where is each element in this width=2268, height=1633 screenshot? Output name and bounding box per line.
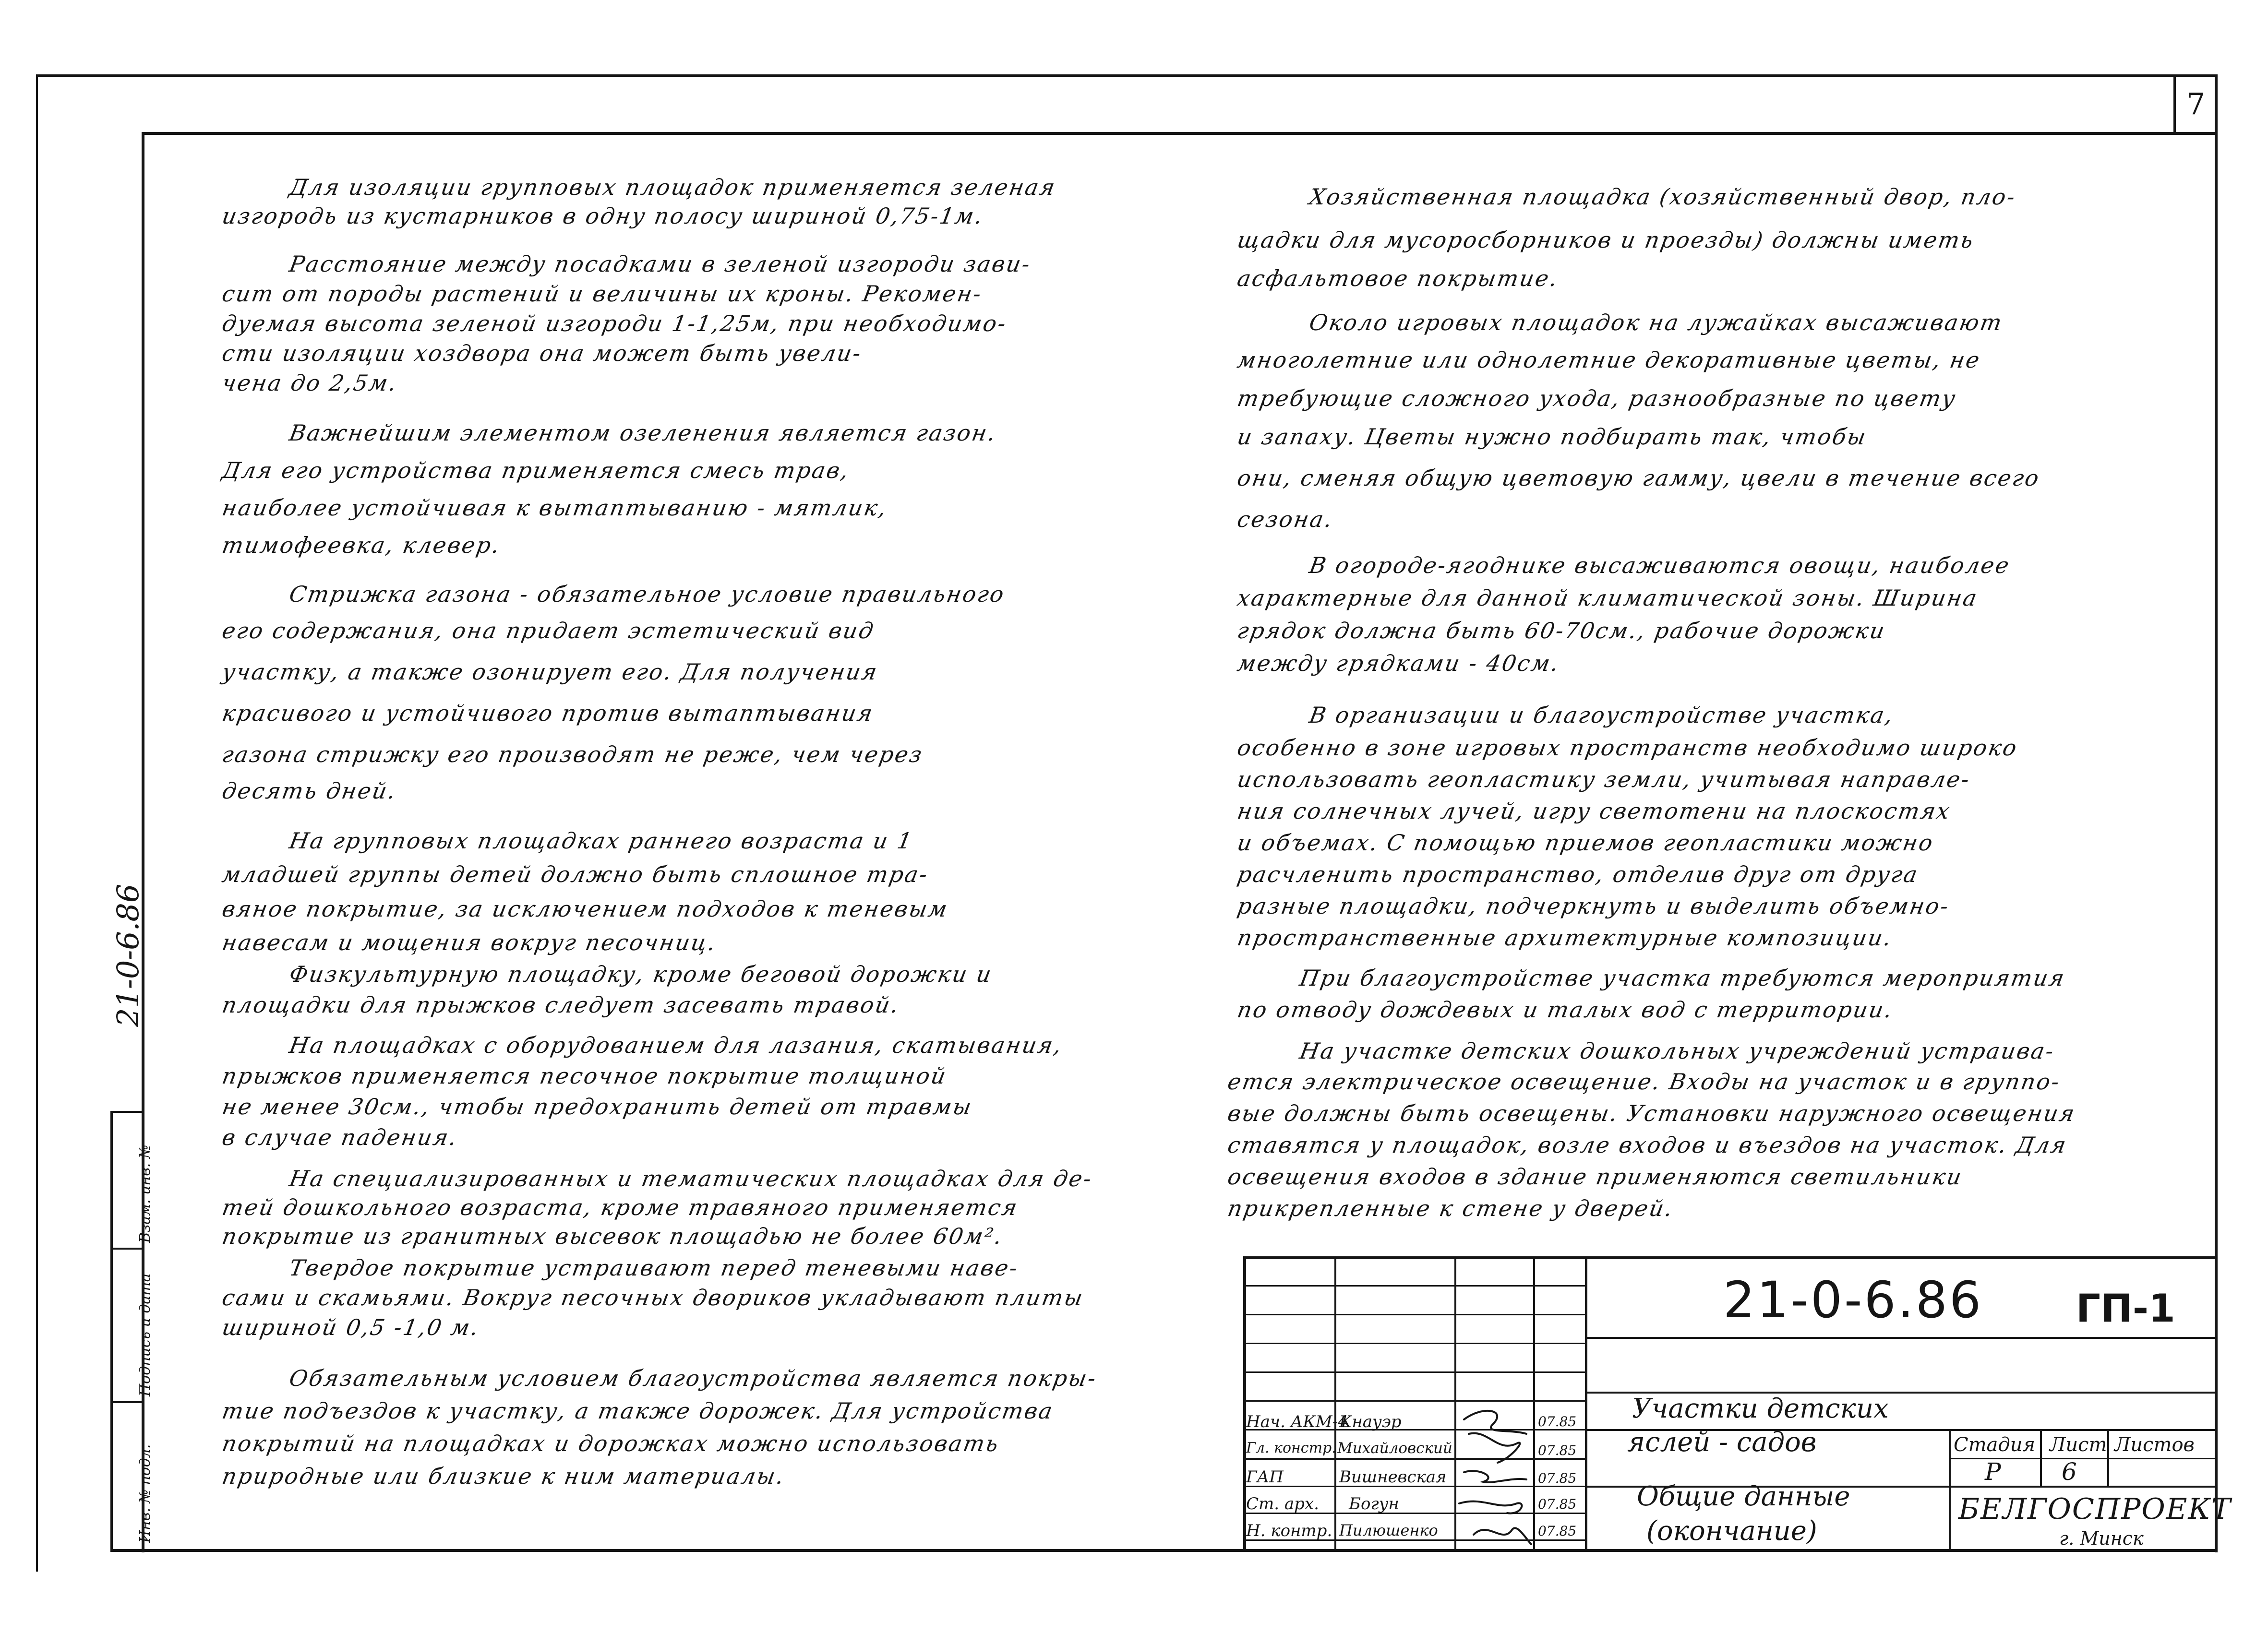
- left-line: вяное покрытие, за исключением подходов к теневым: [220, 896, 951, 922]
- left-line: прыжков применяется песочное покрытие толщиной: [220, 1063, 949, 1089]
- header-sheet: Лист: [2050, 1434, 2107, 1456]
- side-label-vzam-inv: Взам. инв. №: [137, 1144, 154, 1243]
- left-line: На групповых площадках раннего возраста и 1: [287, 828, 915, 854]
- left-line: Для его устройства применяется смесь трав,: [220, 457, 852, 483]
- person-date: 07.85: [1538, 1496, 1577, 1512]
- right-line: ставятся у площадок, возле входов и въездов на участок. Для: [1225, 1132, 2070, 1158]
- left-line: площадки для прыжков следует засевать травой.: [220, 992, 902, 1018]
- right-line: грядок должна быть 60-70см., рабочие дорожки: [1235, 618, 1888, 644]
- right-line: На участке детских дошкольных учреждений устраива-: [1297, 1038, 2057, 1064]
- left-line: тей дошкольного возраста, кроме травяного применяется: [220, 1194, 1020, 1220]
- organization-city: г. Минск: [2059, 1528, 2144, 1549]
- person-name: Пилюшенко: [1339, 1521, 1438, 1539]
- left-line: покрытие из гранитных высевок площадью не более 60м².: [220, 1223, 1006, 1249]
- header-stage: Стадия: [1954, 1434, 2035, 1456]
- left-line: его содержания, она придает эстетический вид: [220, 618, 877, 644]
- title-line-2: яслей - садов: [1627, 1427, 1817, 1458]
- side-stamp-div1: [110, 1401, 144, 1403]
- person-name: Михайловский: [1337, 1440, 1452, 1457]
- right-line: использовать геопластику земли, учитывая направле-: [1235, 766, 1973, 792]
- right-line: и объемах. С помощью приемов геопластики можно: [1235, 830, 1936, 856]
- person-name: Богун: [1349, 1494, 1399, 1514]
- signatures-graphic: [1454, 1400, 1536, 1552]
- right-line: прикрепленные к стене у дверей.: [1225, 1195, 1676, 1221]
- header-sheets: Листов: [2114, 1434, 2195, 1456]
- left-line: тимофеевка, клевер.: [220, 532, 503, 558]
- left-line: природные или близкие к ним материалы.: [220, 1463, 787, 1489]
- left-line: газона стрижку его производят не реже, чем через: [220, 741, 925, 767]
- left-line: чена до 2,5м.: [220, 370, 400, 396]
- side-label-inv-podl: Инв. № подл.: [137, 1444, 154, 1543]
- left-line: участку, а также озонирует его. Для получения: [220, 659, 880, 685]
- left-line: красивого и устойчивого против вытаптывания: [220, 700, 876, 726]
- right-line: сезона.: [1235, 506, 1336, 532]
- left-line: сти изоляции хоздвора она может быть увели-: [220, 340, 864, 366]
- left-line: На специализированных и тематических площадках для де-: [287, 1166, 1095, 1192]
- right-line: и запаху. Цветы нужно подбирать так, чтобы: [1235, 424, 1870, 450]
- left-line: На площадках с оборудованием для лазания, скатывания,: [287, 1032, 1065, 1058]
- left-line: в случае падения.: [220, 1124, 460, 1150]
- person-date: 07.85: [1538, 1414, 1577, 1430]
- left-line: младшей группы детей должно быть сплошное тра-: [220, 861, 931, 887]
- left-line: навесам и мощения вокруг песочниц.: [220, 930, 719, 955]
- person-role: Н. контр.: [1246, 1521, 1332, 1540]
- person-date: 07.85: [1538, 1470, 1577, 1486]
- left-line: Твердое покрытие устраивают перед теневыми наве-: [287, 1255, 1021, 1281]
- right-line: ния солнечных лучей, игру светотени на плоскостях: [1235, 798, 1953, 824]
- right-line: характерные для данной климатической зоны. Ширина: [1235, 585, 1980, 611]
- right-line: вые должны быть освещены. Установки наружного освещения: [1225, 1100, 2078, 1126]
- side-stamp-left: [110, 1111, 113, 1550]
- person-role: Нач. АКМ-4: [1246, 1412, 1348, 1431]
- left-line: Физкультурную площадку, кроме беговой дорожки и: [287, 961, 995, 987]
- subtitle-line-1: Общие данные: [1637, 1481, 1850, 1512]
- left-line: покрытий на площадках и дорожках можно использовать: [220, 1430, 1002, 1456]
- left-line: изгородь из кустарников в одну полосу шириной 0,75-1м.: [220, 203, 986, 229]
- left-line: Для изоляции групповых площадок применяется зеленая: [287, 174, 1058, 200]
- person-role: ГАП: [1246, 1467, 1284, 1487]
- right-line: щадки для мусоросборников и проезды) должны иметь: [1235, 227, 1977, 253]
- sheet-mark: ГП-1: [2076, 1286, 2175, 1331]
- right-line: они, сменяя общую цветовую гамму, цвели в течение всего: [1235, 465, 2042, 491]
- right-line: разные площадки, подчеркнуть и выделить объемно-: [1235, 893, 1952, 919]
- left-line: Расстояние между посадками в зеленой изгороди зави-: [287, 251, 1033, 277]
- right-line: асфальтовое покрытие.: [1235, 265, 1561, 291]
- left-line: десять дней.: [220, 778, 399, 804]
- right-line: требующие сложного ухода, разнообразные по цвету: [1235, 385, 1959, 411]
- left-line: сами и скамьями. Вокруг песочных двориков укладывают плиты: [220, 1285, 1086, 1311]
- title-line-1: Участки детских: [1632, 1393, 1889, 1424]
- left-line: Обязательным условием благоустройства является покры-: [287, 1365, 1100, 1391]
- left-line: шириной 0,5 -1,0 м.: [220, 1314, 482, 1340]
- right-line: Хозяйственная площадка (хозяйственный двор, пло-: [1307, 184, 2018, 210]
- right-line: Около игровых площадок на лужайках высаживают: [1307, 310, 2005, 335]
- left-line: тие подъездов к участку, а также дорожек. Для устройства: [220, 1398, 1056, 1424]
- stage-value: Р: [1985, 1458, 2001, 1486]
- person-role: Ст. арх.: [1246, 1494, 1319, 1514]
- right-line: по отводу дождевых и талых вод с территории.: [1235, 997, 1896, 1023]
- person-date: 07.85: [1538, 1523, 1577, 1539]
- page-number-box-left: [2173, 77, 2176, 134]
- person-date: 07.85: [1538, 1442, 1577, 1458]
- right-line: В огороде-ягоднике высаживаются овощи, наиболее: [1307, 552, 2013, 578]
- inner-frame-top: [142, 132, 2218, 135]
- left-line: сит от породы растений и величины их кроны. Рекомен-: [220, 281, 985, 307]
- side-label-signature-date: Подпись и дата: [137, 1273, 154, 1396]
- right-line: между грядками - 40см.: [1235, 650, 1562, 676]
- organization-name: БЕЛГОСПРОЕКТ: [1958, 1492, 2232, 1526]
- side-document-code: 21-0-6.86: [110, 883, 145, 1027]
- side-stamp-div3: [110, 1111, 144, 1113]
- right-line: пространственные архитектурные композиции.: [1235, 925, 1895, 951]
- right-line: ется электрическое освещение. Входы на участок и в группо-: [1225, 1069, 2063, 1095]
- person-name: Вишневская: [1339, 1467, 1447, 1487]
- right-line: расчленить пространство, отделив друг от друга: [1235, 861, 1921, 887]
- subtitle-line-2: (окончание): [1646, 1515, 1817, 1547]
- left-line: дуемая высота зеленой изгороди 1-1,25м, при необходимо-: [220, 310, 1009, 336]
- page-number: 7: [2186, 86, 2206, 121]
- title-block: [1243, 1256, 2232, 1552]
- right-line: особенно в зоне игровых пространств необходимо широко: [1235, 735, 2020, 761]
- side-stamp-div2: [110, 1248, 144, 1250]
- right-line: многолетние или однолетние декоративные цветы, не: [1235, 347, 1983, 373]
- right-line: При благоустройстве участка требуются мероприятия: [1297, 965, 2068, 991]
- document-code: 21-0-6.86: [1723, 1271, 1983, 1329]
- left-line: наиболее устойчивая к вытаптыванию - мятлик,: [220, 495, 890, 521]
- left-line: Стрижка газона - обязательное условие правильного: [287, 581, 1008, 607]
- right-line: В организации и благоустройстве участка,: [1307, 702, 1896, 728]
- outer-frame-top: [36, 74, 2218, 77]
- person-role: Гл. констр.: [1246, 1440, 1336, 1456]
- left-line: Важнейшим элементом озеленения является газон.: [287, 420, 999, 446]
- sheet-number-value: 6: [2062, 1458, 2077, 1486]
- person-name: Кнауэр: [1339, 1412, 1402, 1431]
- right-line: освещения входов в здание применяются светильники: [1225, 1164, 1965, 1190]
- left-line: не менее 30см., чтобы предохранить детей от травмы: [220, 1094, 975, 1120]
- outer-frame-left: [36, 74, 38, 1572]
